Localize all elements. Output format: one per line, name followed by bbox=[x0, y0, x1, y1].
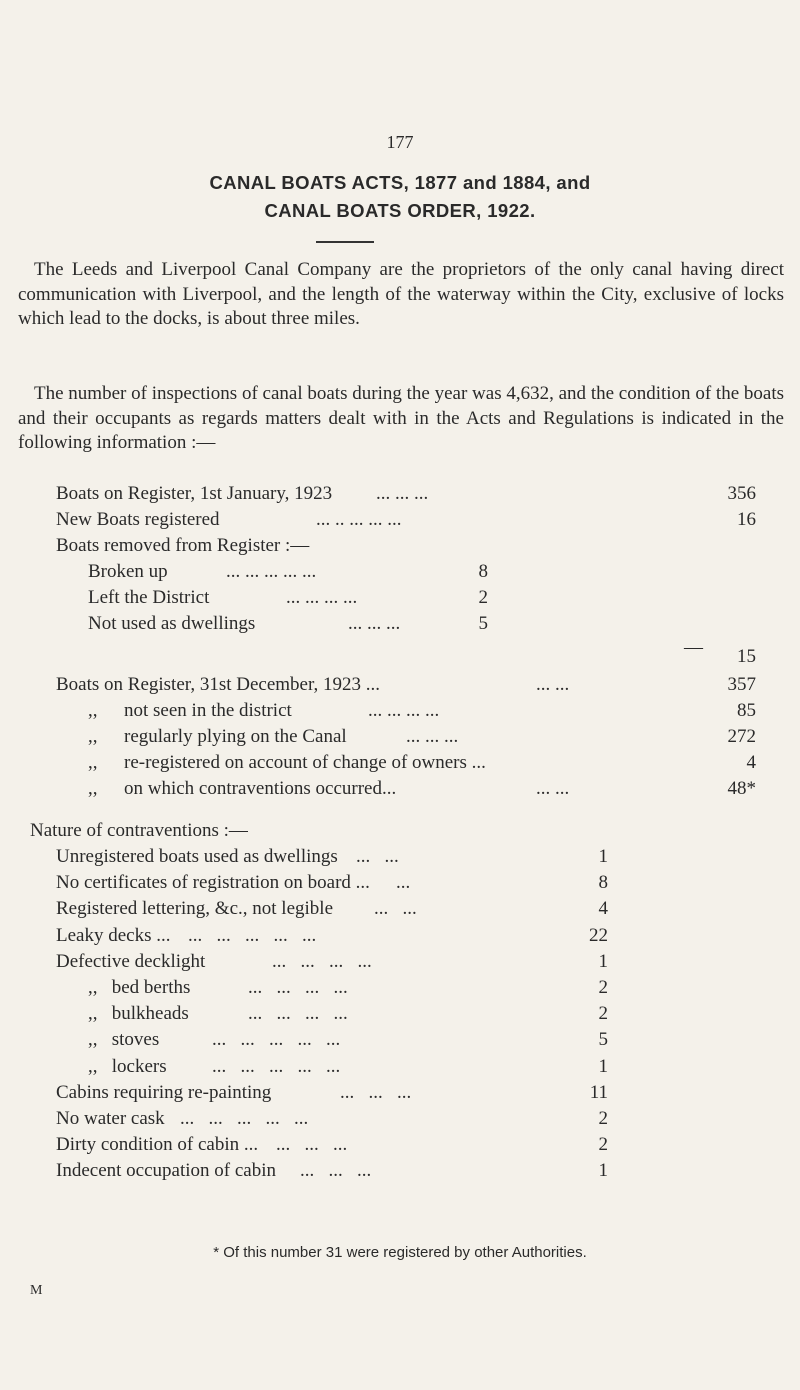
row-leaders: ... ... ... ... ... bbox=[226, 561, 317, 582]
row-label: regularly plying on the Canal bbox=[124, 726, 347, 747]
row-leaders: ... ... bbox=[536, 778, 570, 799]
contravention-row bbox=[56, 1160, 608, 1186]
row-leaders: ... ... ... ... bbox=[286, 587, 358, 608]
page-title-line-2: CANAL BOATS ORDER, 1922. bbox=[264, 200, 536, 221]
ditto-mark: ,, bbox=[88, 700, 98, 721]
row-value: 8 bbox=[478, 561, 488, 582]
row-label: ,, bed berths bbox=[88, 977, 191, 998]
title-divider bbox=[316, 241, 374, 243]
row-value: 2 bbox=[598, 1108, 608, 1129]
row-label: Unregistered boats used as dwellings bbox=[56, 846, 338, 867]
row-leaders: ... ... ... ... ... bbox=[188, 924, 317, 946]
row-label: Broken up bbox=[88, 561, 168, 582]
footnote: * Of this number 31 were registered by other Authorities. bbox=[213, 1244, 587, 1261]
ditto-row bbox=[88, 700, 756, 726]
row-label: Defective decklight bbox=[56, 950, 206, 972]
row-value: 357 bbox=[727, 674, 756, 695]
contravention-row bbox=[88, 1056, 608, 1082]
row-label: on which contraventions occurred... bbox=[124, 778, 397, 799]
row-value: 48* bbox=[727, 778, 756, 799]
row-value: 356 bbox=[727, 483, 756, 504]
contravention-row bbox=[56, 1082, 608, 1108]
contravention-row bbox=[56, 951, 608, 977]
contravention-row bbox=[88, 977, 608, 1003]
row-label: ,, lockers bbox=[88, 1055, 167, 1077]
removed-total: 15 bbox=[737, 646, 756, 667]
row-leaders: ... ... ... bbox=[348, 613, 401, 634]
row-leaders: ... ... ... bbox=[406, 726, 459, 747]
row-value: 2 bbox=[478, 587, 488, 608]
row-label: Registered lettering, &c., not legible bbox=[56, 898, 334, 920]
total-rule: — bbox=[684, 637, 703, 658]
register-removed-heading bbox=[56, 535, 756, 561]
row-label: Left the District bbox=[88, 587, 210, 608]
row-label: Leaky decks ... bbox=[56, 924, 171, 946]
row-value: 1 bbox=[598, 846, 608, 867]
row-value: 272 bbox=[727, 726, 756, 747]
removed-row bbox=[88, 587, 488, 613]
contravention-row bbox=[56, 925, 608, 951]
row-label: No certificates of registration on board ... bbox=[56, 872, 370, 894]
row-label: No water cask bbox=[56, 1108, 165, 1129]
row-value: 5 bbox=[478, 613, 488, 634]
contravention-row bbox=[56, 1134, 608, 1160]
row-leaders: ... ... ... ... bbox=[248, 977, 348, 998]
row-label: Indecent occupation of cabin bbox=[56, 1160, 276, 1182]
row-label: Not used as dwellings bbox=[88, 613, 256, 634]
register-row-jan bbox=[56, 483, 756, 509]
section-heading: Nature of contraventions :— bbox=[30, 820, 248, 841]
row-label: Cabins requiring re-painting bbox=[56, 1081, 272, 1103]
ditto-mark: ,, bbox=[88, 726, 98, 747]
row-leaders: ... ... bbox=[374, 898, 417, 920]
row-label: Boats on Register, 31st December, 1923 ... bbox=[56, 674, 381, 695]
row-value: 4 bbox=[746, 752, 756, 773]
contravention-row bbox=[56, 846, 608, 872]
register-row-new bbox=[56, 509, 756, 535]
row-leaders: ... ... bbox=[356, 846, 399, 867]
row-leaders: ... ... ... ... ... bbox=[180, 1108, 309, 1129]
register-row-dec bbox=[56, 674, 756, 700]
row-value: 1 bbox=[598, 1055, 608, 1077]
ditto-row bbox=[88, 726, 756, 752]
row-label: ,, stoves bbox=[88, 1029, 160, 1051]
ditto-mark: ,, bbox=[88, 752, 98, 773]
row-value: 11 bbox=[589, 1081, 608, 1103]
row-value: 2 bbox=[598, 977, 608, 998]
row-leaders: ... ... ... ... bbox=[368, 700, 440, 721]
removed-total-row bbox=[56, 637, 756, 667]
page-number: 177 bbox=[386, 132, 414, 152]
contravention-row bbox=[56, 872, 608, 898]
ditto-row bbox=[88, 778, 756, 804]
row-value: 5 bbox=[598, 1029, 608, 1051]
contravention-row bbox=[56, 898, 608, 924]
removed-row bbox=[88, 561, 488, 587]
signature-mark: M bbox=[30, 1283, 43, 1298]
row-leaders: ... ... bbox=[536, 674, 570, 695]
row-label: Boats removed from Register :— bbox=[56, 535, 310, 556]
contravention-row bbox=[88, 1003, 608, 1029]
row-value: 85 bbox=[737, 700, 756, 721]
row-value: 2 bbox=[598, 1003, 608, 1025]
row-value: 4 bbox=[598, 898, 608, 920]
row-leaders: ... ... ... ... bbox=[272, 950, 372, 972]
ditto-row bbox=[88, 752, 756, 778]
row-label: not seen in the district bbox=[124, 700, 292, 721]
contraventions-heading bbox=[30, 820, 630, 846]
row-leaders: ... ... ... bbox=[276, 1134, 348, 1156]
row-value: 1 bbox=[598, 1160, 608, 1182]
intro-paragraph: The Leeds and Liverpool Canal Company are the proprietors of the only canal having direct communication with Liverpool, and the length of the waterway within the City, exclusive of locks which lead to the docks, is about three miles. bbox=[18, 259, 784, 329]
row-leaders: ... ... ... ... bbox=[248, 1003, 348, 1025]
contravention-row bbox=[88, 1029, 608, 1055]
row-leaders: ... ... ... ... ... bbox=[212, 1055, 341, 1077]
row-value: 16 bbox=[737, 509, 756, 530]
inspections-paragraph: The number of inspections of canal boats during the year was 4,632, and the condition of the boats and their occupants as regards matters dealt with in the Acts and Regulations is indicated in the following information :— bbox=[18, 383, 784, 453]
row-leaders: ... ... ... bbox=[340, 1081, 412, 1103]
row-label: ,, bulkheads bbox=[88, 1003, 189, 1025]
row-leaders: ... bbox=[396, 872, 411, 894]
row-value: 1 bbox=[598, 950, 608, 972]
row-value: 22 bbox=[589, 924, 608, 946]
row-value: 8 bbox=[598, 872, 608, 894]
row-label: re-registered on account of change of owners ... bbox=[124, 752, 486, 773]
ditto-mark: ,, bbox=[88, 778, 98, 799]
row-leaders: ... .. ... ... ... bbox=[316, 509, 402, 530]
row-label: New Boats registered bbox=[56, 509, 220, 530]
row-leaders: ... ... ... bbox=[300, 1160, 372, 1182]
row-label: Dirty condition of cabin ... bbox=[56, 1134, 259, 1156]
row-leaders: ... ... ... bbox=[376, 483, 429, 504]
row-leaders: ... ... ... ... ... bbox=[212, 1029, 341, 1051]
row-label: Boats on Register, 1st January, 1923 bbox=[56, 483, 333, 504]
removed-row bbox=[88, 613, 488, 639]
row-value: 2 bbox=[598, 1134, 608, 1156]
page-title-line-1: CANAL BOATS ACTS, 1877 and 1884, and bbox=[209, 172, 591, 193]
contravention-row bbox=[56, 1108, 608, 1134]
